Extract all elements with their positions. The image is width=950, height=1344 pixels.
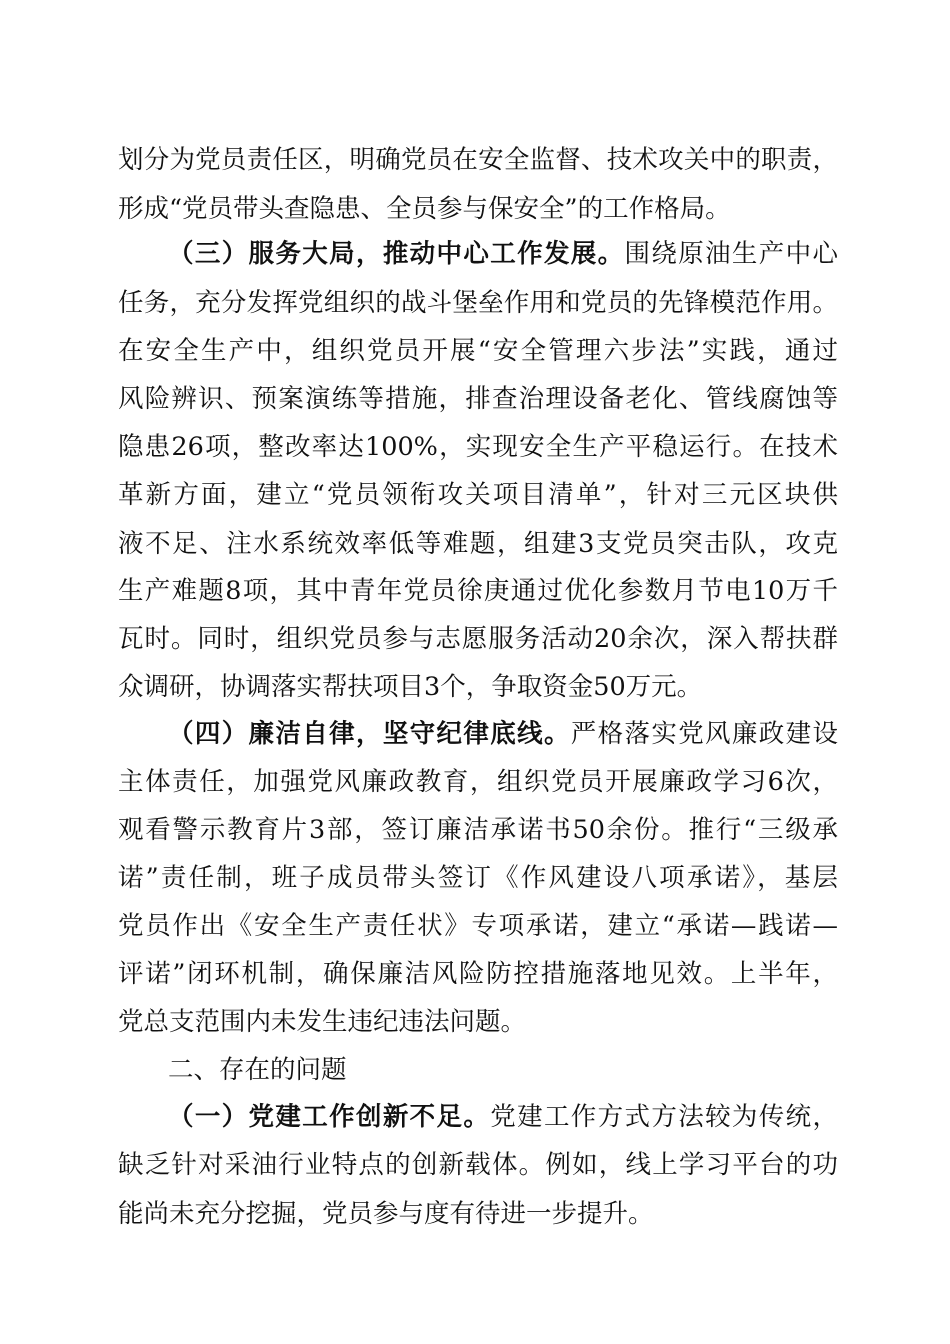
subheading-3: （三）服务大局，推动中心工作发展。 <box>168 239 625 269</box>
body-text-line: 评诺”闭环机制，确保廉洁风险防控措施落地见效。上半年， <box>118 959 838 989</box>
body-text-line: 生产难题8项，其中青年党员徐庚通过优化参数月节电10万千 <box>118 576 838 606</box>
body-text-line: 瓦时。同时，组织党员参与志愿服务活动20余次，深入帮扶群 <box>118 624 838 654</box>
paragraph-problem-1 <box>168 1099 838 1135</box>
body-text-line: 诺”责任制，班子成员带头签订《作风建设八项承诺》，基层 <box>118 863 838 893</box>
paragraph-3 <box>168 236 838 272</box>
body-text-run: 围绕原油生产中心 <box>624 239 838 269</box>
section-heading: 二、存在的问题 <box>168 1055 347 1085</box>
body-text-line: 革新方面，建立“党员领衔攻关项目清单”，针对三元区块供 <box>118 480 838 510</box>
body-text-line: 形成“党员带头查隐患、全员参与保安全”的工作格局。 <box>118 194 731 224</box>
subheading-problem-1: （一）党建工作创新不足。 <box>168 1102 491 1132</box>
body-text-run: 严格落实党风廉政建设 <box>570 719 838 749</box>
body-text-line: 隐患26项，整改率达100%，实现安全生产平稳运行。在技术 <box>118 432 838 462</box>
body-text-line: 液不足、注水系统效率低等难题，组建3支党员突击队，攻克 <box>118 529 838 559</box>
body-text-line: 在安全生产中，组织党员开展“安全管理六步法”实践，通过 <box>118 336 838 366</box>
subheading-4: （四）廉洁自律，坚守纪律底线。 <box>168 719 571 749</box>
body-text-line: 党总支范围内未发生违纪违法问题。 <box>118 1007 527 1037</box>
paragraph-4 <box>168 716 838 752</box>
body-text-line: 党员作出《安全生产责任状》专项承诺，建立“承诺—践诺— <box>118 911 838 941</box>
body-text-line: 划分为党员责任区，明确党员在安全监督、技术攻关中的职责， <box>118 145 838 175</box>
body-text-run: 党建工作方式方法较为传统， <box>490 1102 838 1132</box>
body-text-line: 缺乏针对采油行业特点的创新载体。例如，线上学习平台的功 <box>118 1150 838 1180</box>
body-text-line: 任务，充分发挥党组织的战斗堡垒作用和党员的先锋模范作用。 <box>118 288 838 318</box>
body-text-line: 主体责任，加强党风廉政教育，组织党员开展廉政学习6次， <box>118 767 838 797</box>
body-text-line: 风险辨识、预案演练等措施，排查治理设备老化、管线腐蚀等 <box>118 384 838 414</box>
body-text-line: 能尚未充分挖掘，党员参与度有待进一步提升。 <box>118 1199 654 1229</box>
body-text-line: 观看警示教育片3部，签订廉洁承诺书50余份。推行“三级承 <box>118 815 838 845</box>
body-text-line: 众调研，协调落实帮扶项目3个，争取资金50万元。 <box>118 672 703 702</box>
